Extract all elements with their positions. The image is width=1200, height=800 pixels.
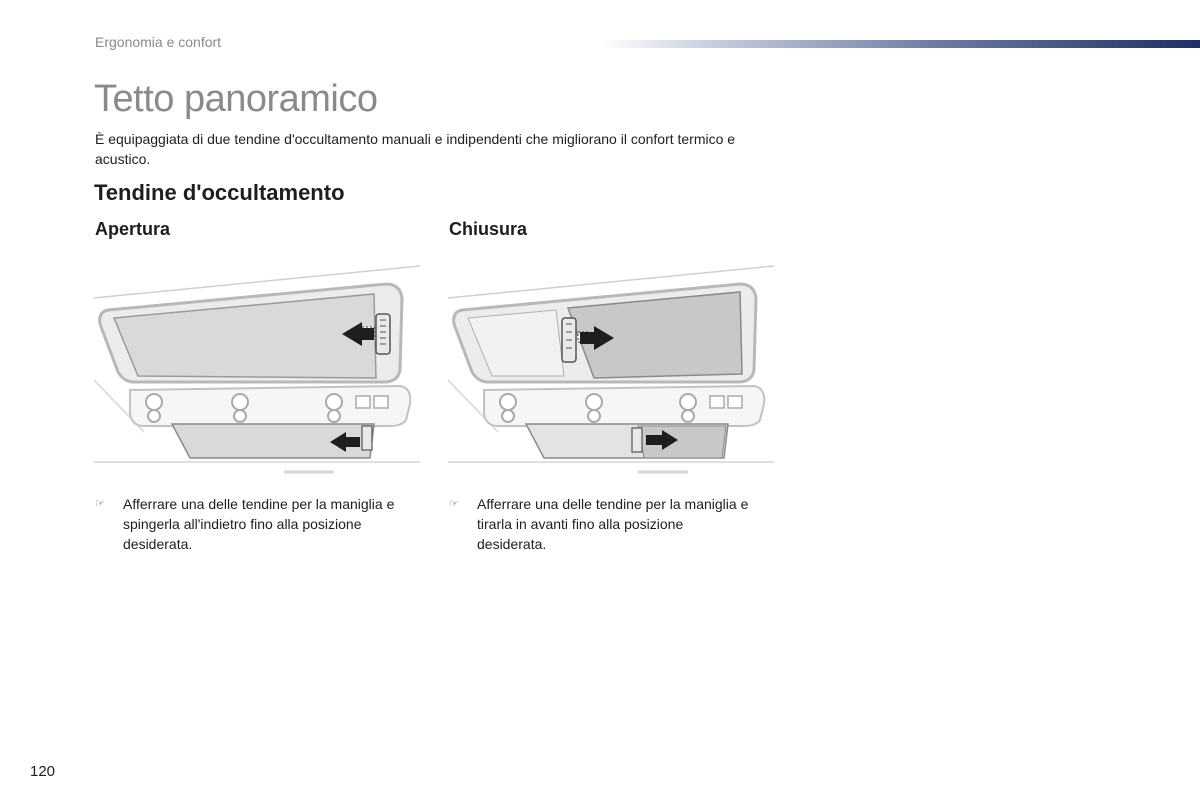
instruction-text: Afferrare una delle tendine per la maniglia e spingerla all'indietro fino alla posizione desiderata.: [123, 496, 395, 552]
column-title-closing: Chiusura: [449, 219, 528, 239]
page-number: 120: [30, 763, 56, 780]
figure-opening: [94, 262, 420, 482]
section-label: Ergonomia e confort: [95, 34, 222, 50]
column-title-opening: Apertura: [95, 219, 171, 239]
subsection-title: Tendine d'occultamento: [94, 180, 345, 205]
page-title: Tetto panoramico: [94, 78, 378, 120]
instruction-text: Afferrare una delle tendine per la maniglia e tirarla in avanti fino alla posizione desiderata.: [477, 496, 749, 552]
sunroof-opening-illustration: [94, 262, 420, 482]
instruction-closing: [449, 494, 749, 554]
sunroof-closing-illustration: [448, 262, 774, 482]
header-accent-bar: [600, 40, 1200, 48]
instruction-opening: [95, 494, 395, 554]
hand-pointer-icon: ☞: [449, 498, 459, 510]
hand-pointer-icon: ☞: [95, 498, 105, 510]
figure-closing: [448, 262, 774, 482]
intro-paragraph: È equipaggiata di due tendine d'occultamento manuali e indipendenti che migliorano il confort termico e acustico.: [95, 131, 736, 167]
